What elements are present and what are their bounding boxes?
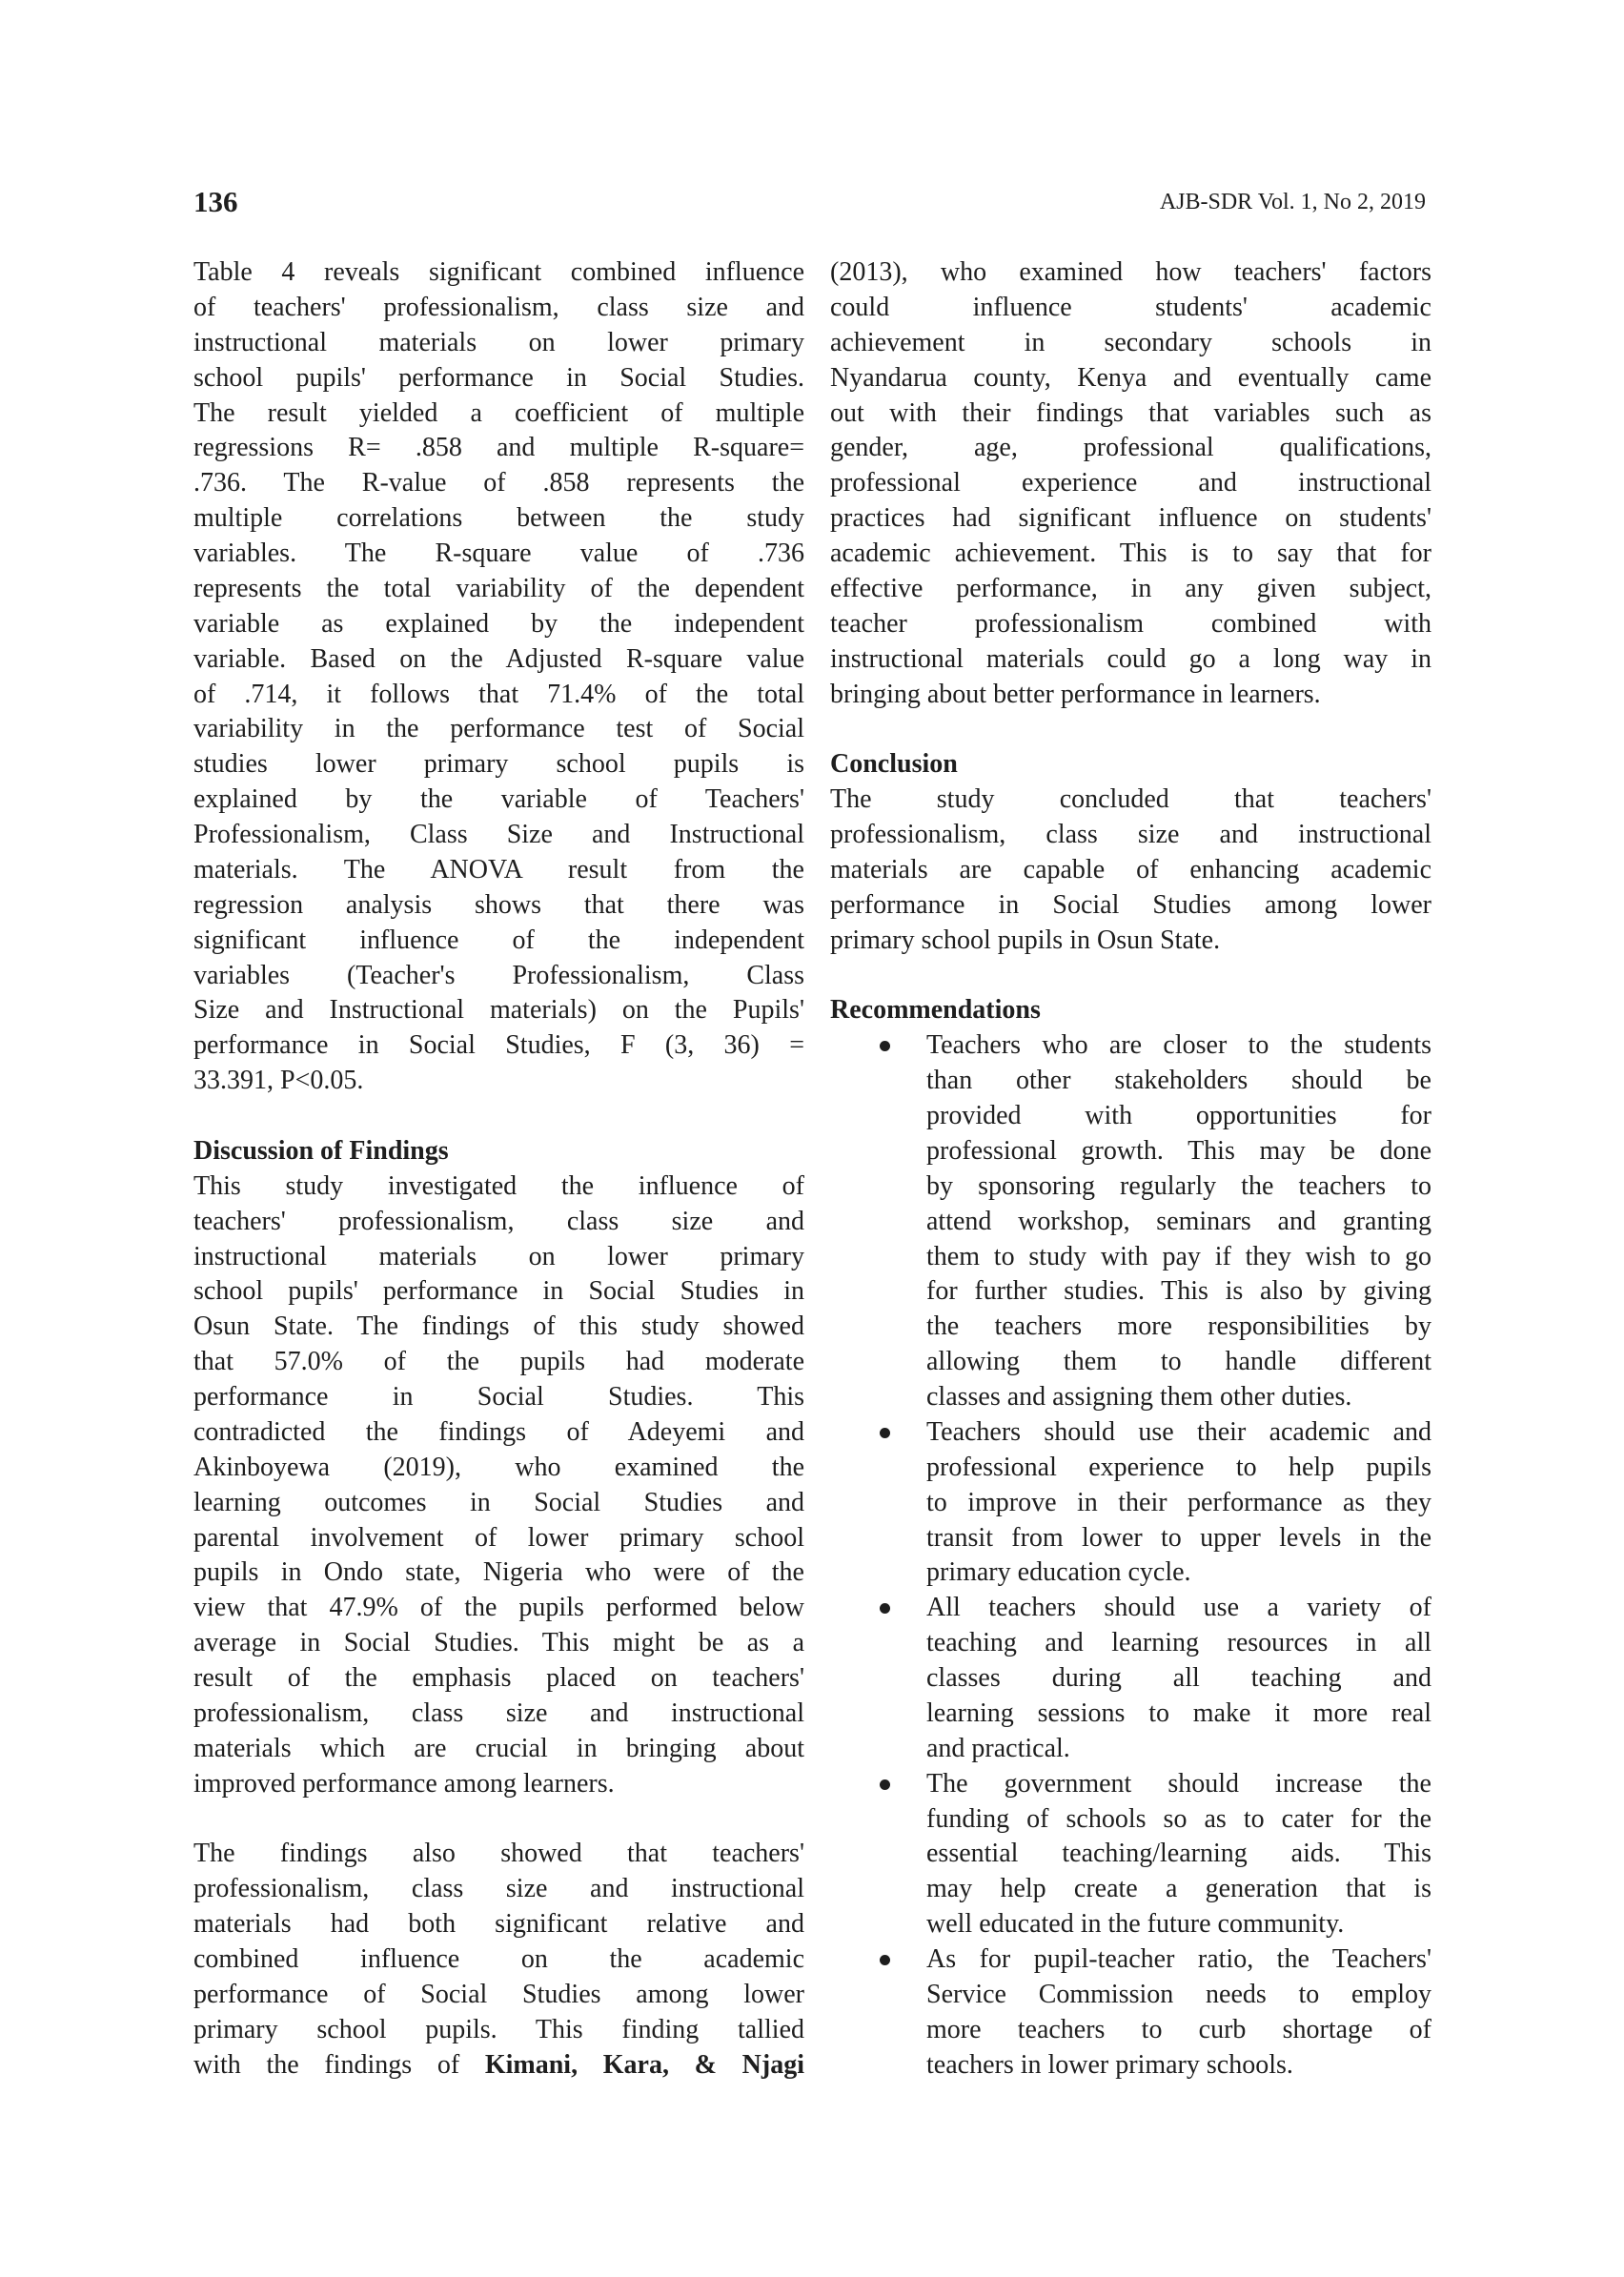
line-text: classes during all teaching and (926, 1663, 1431, 1693)
text-line (926, 1099, 1431, 1134)
line-text: instructional materials on lower primary (193, 327, 804, 357)
bullet-icon (880, 1955, 890, 1965)
text-line (830, 361, 1431, 396)
line-text: professionalism, class size and instructional (193, 1698, 804, 1728)
text-line (926, 1415, 1431, 1451)
line-text: professionalism, class size and instructional (193, 1874, 804, 1904)
text-line (926, 1486, 1431, 1521)
line-text: As for pupil-teacher ratio, the Teachers' (926, 1944, 1431, 1974)
line-text: regressions R= .858 and multiple R-square= (193, 433, 804, 463)
text-line (193, 1240, 804, 1275)
line-text: (2013), who examined how teachers' factors (830, 257, 1431, 287)
spacer (830, 712, 1431, 747)
text-line (926, 1028, 1431, 1064)
left-column (193, 255, 804, 2084)
text-line (193, 1697, 804, 1732)
line-text: professional growth. This may be done (926, 1135, 1431, 1166)
running-header: AJB-SDR Vol. 1, No 2, 2019 (1159, 190, 1426, 214)
text-line (193, 1626, 804, 1661)
text-line (193, 1591, 804, 1626)
line-text: The study concluded that teachers' (830, 784, 1431, 815)
heading-text: Recommendations (830, 995, 1041, 1026)
line-text: well educated in the future community. (926, 1909, 1345, 1940)
text-line (193, 783, 804, 818)
text-line (830, 783, 1431, 818)
line-text: transit from lower to upper levels in the (926, 1522, 1431, 1553)
text-line (830, 466, 1431, 501)
text-line (193, 1415, 804, 1451)
line-text: The result yielded a coefficient of multiple (193, 397, 804, 428)
text-line (193, 1907, 804, 1942)
text-line (193, 1732, 804, 1767)
line-text: could influence students' academic (830, 292, 1431, 322)
line-text: view that 47.9% of the pupils performed below (193, 1593, 804, 1623)
text-line (830, 607, 1431, 642)
line-text: effective performance, in any given subject, (830, 573, 1431, 603)
line-text: primary school pupils in Osun State. (830, 925, 1221, 955)
text-line (193, 466, 804, 501)
text-line (193, 326, 804, 361)
line-text: Osun State. The findings of this study showed (193, 1311, 804, 1342)
line-text: teaching and learning resources in all (926, 1628, 1431, 1658)
spacer (193, 1802, 804, 1838)
text-line (926, 2013, 1431, 2048)
conclusion-heading (830, 747, 1431, 783)
line-text: materials had both significant relative and (193, 1909, 804, 1940)
findings-paragraph (193, 1837, 804, 2047)
text-line (193, 431, 804, 466)
line-text: the teachers more responsibilities by (926, 1311, 1431, 1342)
text-line (926, 1521, 1431, 1556)
line-text: .736. The R-value of .858 represents the (193, 468, 804, 498)
line-text: gender, age, professional qualifications, (830, 433, 1431, 463)
text-line (830, 431, 1431, 466)
line-text: teacher professionalism combined with (830, 608, 1431, 639)
text-line (193, 1521, 804, 1556)
results-paragraph (193, 255, 804, 1099)
text-line (926, 1591, 1431, 1626)
conclusion-paragraph (830, 783, 1431, 958)
text-line (926, 1240, 1431, 1275)
text-line (193, 1767, 804, 1802)
text-line (830, 924, 1431, 959)
citation-authors: Kimani, Kara, & Njagi (484, 2049, 804, 2080)
text-line (830, 853, 1431, 888)
line-text: allowing them to handle different (926, 1347, 1431, 1377)
line-text: teachers in lower primary schools. (926, 2049, 1293, 2080)
line-text: academic achievement. This is to say that for (830, 539, 1431, 568)
line-text: The government should increase the (926, 1768, 1431, 1799)
text-line (193, 1205, 804, 1240)
line-text: Akinboyewa (2019), who examined the (193, 1452, 804, 1482)
line-text: of teachers' professionalism, class size and (193, 292, 804, 322)
text-line (830, 326, 1431, 361)
text-line (193, 924, 804, 959)
line-text: to improve in their performance as they (926, 1487, 1431, 1517)
line-text: classes and assigning them other duties. (926, 1382, 1352, 1412)
line-text: materials which are crucial in bringing about (193, 1733, 804, 1763)
text-line (926, 1978, 1431, 2013)
line-text: may help create a generation that is (926, 1874, 1431, 1904)
line-text: improved performance among learners. (193, 1768, 615, 1799)
text-line (193, 255, 804, 291)
line-text: Nyandarua county, Kenya and eventually came (830, 362, 1431, 393)
findings-last-line (193, 2048, 804, 2084)
line-text: more teachers to curb shortage of (926, 2014, 1431, 2044)
text-line (926, 1064, 1431, 1099)
line-text: Professionalism, Class Size and Instructional (193, 820, 804, 849)
text-line (193, 888, 804, 924)
text-line (193, 747, 804, 783)
text-line (193, 1661, 804, 1697)
right-column (830, 255, 1431, 2084)
line-text: significant influence of the independent (193, 925, 804, 955)
line-text: primary school pupils. This finding tallied (193, 2014, 804, 2044)
text-line (830, 255, 1431, 291)
line-text: variables. The R-square value of .736 (193, 539, 804, 568)
line-text: performance in Social Studies. This (193, 1382, 804, 1412)
line-text: variables (Teacher's Professionalism, Class (193, 960, 804, 990)
line-text: achievement in secondary schools in (830, 327, 1431, 357)
text-line (193, 1169, 804, 1205)
line-text: variable as explained by the independent (193, 608, 804, 639)
bullet-icon (880, 1603, 890, 1614)
line-text: school pupils' performance in Social Studies in (193, 1276, 804, 1307)
citation-lead: with the findings of (193, 2049, 485, 2080)
line-text: instructional materials on lower primary (193, 1241, 804, 1271)
line-text: result of the emphasis placed on teachers' (193, 1663, 804, 1693)
text-line (926, 1661, 1431, 1697)
line-text: average in Social Studies. This might be as a (193, 1628, 804, 1658)
text-line (926, 1345, 1431, 1380)
line-text: attend workshop, seminars and granting (926, 1206, 1431, 1236)
line-text: 33.391, P<0.05. (193, 1066, 364, 1096)
line-text: essential teaching/learning aids. This (926, 1839, 1431, 1869)
text-line (193, 818, 804, 853)
text-line (193, 1274, 804, 1310)
line-text: performance in Social Studies among lower (830, 889, 1431, 920)
discussion-heading (193, 1134, 804, 1169)
discussion-paragraph (193, 1169, 804, 1802)
text-line (926, 1205, 1431, 1240)
line-text: studies lower primary school pupils is (193, 749, 804, 780)
line-text: teachers' professionalism, class size and (193, 1206, 804, 1236)
line-text: learning outcomes in Social Studies and (193, 1487, 804, 1517)
line-text: by sponsoring regularly the teachers to (926, 1170, 1431, 1201)
text-line (193, 501, 804, 537)
text-line (193, 1451, 804, 1486)
text-line (193, 678, 804, 713)
text-line (926, 1802, 1431, 1838)
line-text: Service Commission needs to employ (926, 1979, 1431, 2009)
line-text: practices had significant influence on students' (830, 503, 1431, 534)
text-line (926, 1732, 1431, 1767)
line-text: materials. The ANOVA result from the (193, 854, 804, 884)
text-line (926, 1626, 1431, 1661)
text-line (830, 678, 1431, 713)
text-line (193, 1345, 804, 1380)
text-line (193, 959, 804, 994)
text-line (926, 1555, 1431, 1591)
text-line (193, 1837, 804, 1872)
recommendation-item (830, 1767, 1431, 1942)
text-line (193, 291, 804, 326)
text-line (193, 1064, 804, 1099)
line-text: Size and Instructional materials) on the Pupils' (193, 995, 804, 1026)
text-line (193, 712, 804, 747)
line-text: provided with opportunities for (926, 1101, 1431, 1130)
recommendations-heading (830, 993, 1431, 1028)
line-text: and practical. (926, 1733, 1070, 1763)
line-text: primary education cycle. (926, 1557, 1191, 1588)
text-line (193, 396, 804, 432)
line-text: instructional materials could go a long way in (830, 643, 1431, 674)
line-text: combined influence on the academic (193, 1944, 804, 1974)
text-line (193, 1310, 804, 1345)
line-text: funding of schools so as to cater for the (926, 1803, 1431, 1834)
text-line (193, 572, 804, 607)
line-text: professionalism, class size and instructional (830, 820, 1431, 849)
text-line (926, 1837, 1431, 1872)
text-line (830, 642, 1431, 678)
text-line (830, 396, 1431, 432)
text-line (193, 1028, 804, 1064)
text-line (926, 1907, 1431, 1942)
text-line (193, 361, 804, 396)
recommendation-item (830, 1942, 1431, 2084)
text-line (926, 1872, 1431, 1907)
text-line (926, 1310, 1431, 1345)
line-text: explained by the variable of Teachers' (193, 784, 804, 815)
line-text: out with their findings that variables such as (830, 397, 1431, 428)
text-line (193, 853, 804, 888)
spacer (193, 1099, 804, 1134)
text-line (193, 1555, 804, 1591)
text-line (926, 1697, 1431, 1732)
line-text: for further studies. This is also by giving (926, 1276, 1431, 1307)
bullet-icon (880, 1779, 890, 1790)
line-text: school pupils' performance in Social Studies. (193, 362, 804, 393)
line-text: of .714, it follows that 71.4% of the total (193, 679, 804, 709)
line-text: them to study with pay if they wish to go (926, 1241, 1431, 1271)
text-line (193, 2013, 804, 2048)
text-line (926, 1767, 1431, 1802)
line-text: Teachers who are closer to the students (926, 1030, 1431, 1061)
text-line (830, 291, 1431, 326)
text-line (830, 818, 1431, 853)
recommendations-list (830, 1028, 1431, 2083)
spacer (830, 959, 1431, 994)
recommendation-item (830, 1415, 1431, 1591)
text-line (193, 1872, 804, 1907)
line-text: performance in Social Studies, F (3, 36) = (193, 1030, 804, 1061)
text-line (926, 1451, 1431, 1486)
citation-paragraph (830, 255, 1431, 712)
line-text: pupils in Ondo state, Nigeria who were of the (193, 1557, 804, 1588)
line-text: materials are capable of enhancing academic (830, 854, 1431, 884)
line-text: This study investigated the influence of (193, 1170, 804, 1201)
line-text: Table 4 reveals significant combined influence (193, 257, 804, 287)
line-text: multiple correlations between the study (193, 503, 804, 534)
text-line (926, 1169, 1431, 1205)
text-line (926, 1380, 1431, 1415)
line-text: bringing about better performance in learners. (830, 679, 1321, 709)
line-text: Teachers should use their academic and (926, 1416, 1431, 1447)
line-text: learning sessions to make it more real (926, 1698, 1431, 1728)
text-line (926, 1134, 1431, 1169)
text-line (926, 2048, 1431, 2084)
heading-text: Discussion of Findings (193, 1135, 449, 1166)
line-text: performance of Social Studies among lower (193, 1979, 804, 2009)
text-line (193, 607, 804, 642)
text-line (926, 1942, 1431, 1978)
text-line (193, 1978, 804, 2013)
bullet-icon (880, 1041, 890, 1051)
text-line (193, 1486, 804, 1521)
line-text: professional experience and instructional (830, 468, 1431, 498)
page-number: 136 (193, 185, 238, 218)
recommendation-item (830, 1028, 1431, 1415)
line-text: variable. Based on the Adjusted R-square value (193, 643, 804, 674)
text-line (193, 537, 804, 572)
text-line (193, 642, 804, 678)
text-line (830, 888, 1431, 924)
heading-text: Conclusion (830, 749, 958, 780)
line-text: variability in the performance test of Social (193, 714, 804, 744)
line-text: represents the total variability of the dependent (193, 573, 804, 603)
text-line (193, 1380, 804, 1415)
line-text: contradicted the findings of Adeyemi and (193, 1416, 804, 1447)
text-line (830, 501, 1431, 537)
text-line (830, 572, 1431, 607)
text-line (830, 537, 1431, 572)
text-line (193, 993, 804, 1028)
text-line (926, 1274, 1431, 1310)
line-text: All teachers should use a variety of (926, 1593, 1431, 1623)
line-text (193, 2048, 804, 2084)
line-text: that 57.0% of the pupils had moderate (193, 1347, 804, 1377)
line-text: regression analysis shows that there was (193, 889, 804, 920)
line-text: than other stakeholders should be (926, 1066, 1431, 1096)
text-line (193, 1942, 804, 1978)
recommendation-item (830, 1591, 1431, 1766)
line-text: The findings also showed that teachers' (193, 1839, 804, 1869)
line-text: professional experience to help pupils (926, 1452, 1431, 1482)
bullet-icon (880, 1428, 890, 1438)
line-text: parental involvement of lower primary school (193, 1522, 804, 1553)
